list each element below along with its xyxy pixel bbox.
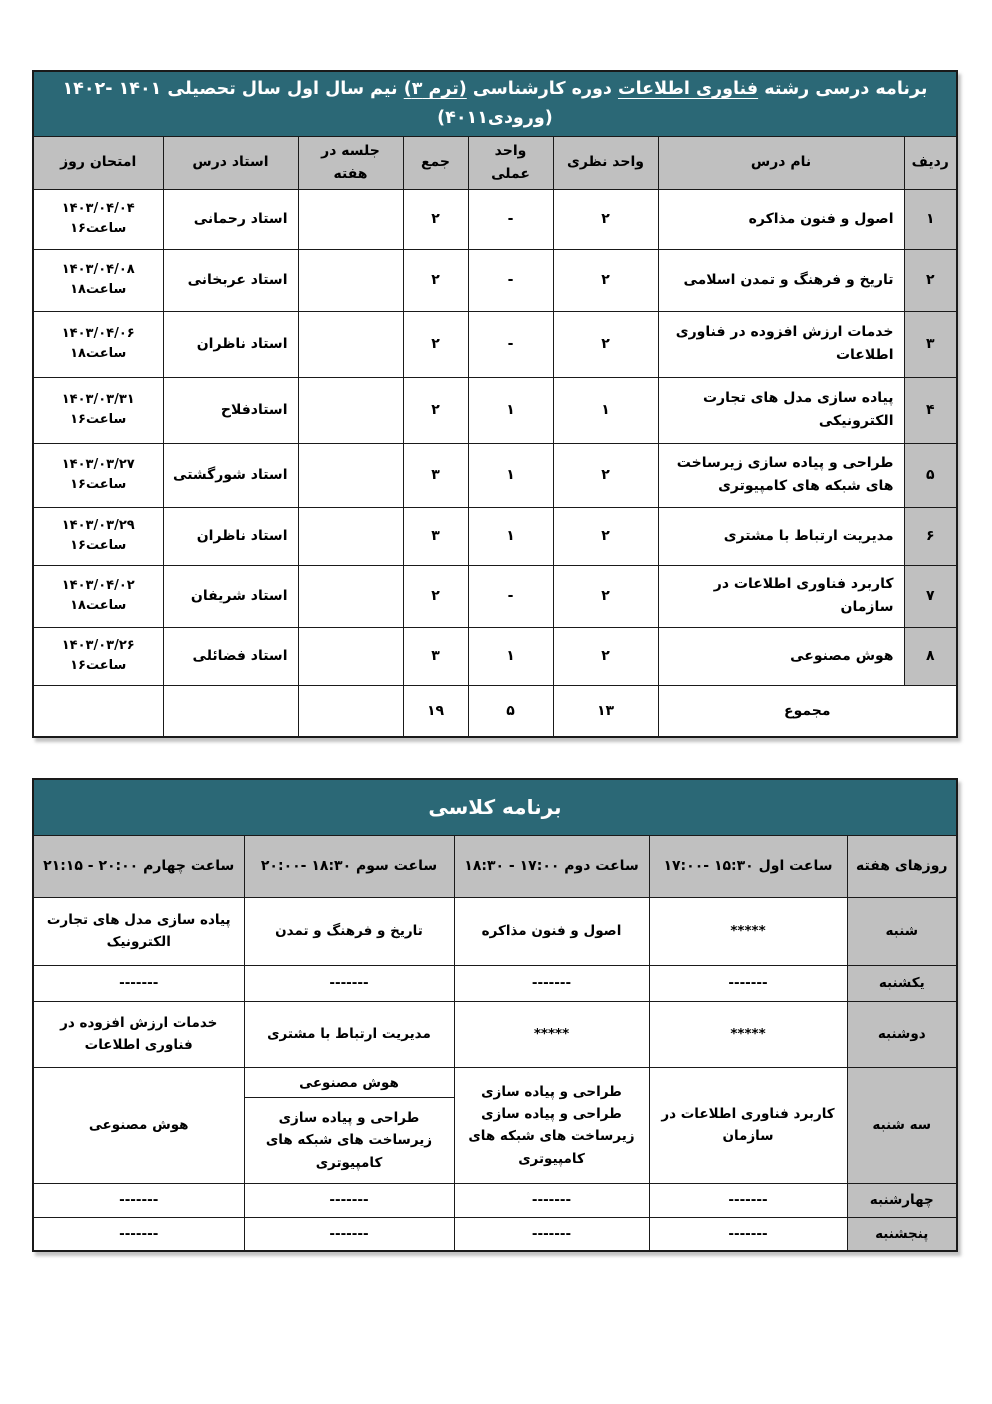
exam-day-cell bbox=[33, 443, 163, 507]
exam-time: ساعت۱۶ bbox=[70, 538, 127, 554]
totals-row bbox=[33, 685, 957, 737]
title-part-1: برنامه درسی رشته bbox=[758, 79, 928, 99]
exam-day-cell bbox=[33, 249, 163, 311]
course-row bbox=[33, 377, 957, 443]
title-major-underlined: فناوری اطلاعات bbox=[617, 79, 759, 99]
col-session-2: ساعت دوم ۱۷:۰۰ - ۱۸:۳۰ bbox=[454, 835, 649, 897]
day-name-cell: شنبه bbox=[847, 897, 957, 965]
session-1-cell: ***** bbox=[649, 1001, 847, 1067]
theory-units-cell: ۱ bbox=[553, 377, 658, 443]
day-row bbox=[33, 965, 957, 1001]
total-units-cell: ۳ bbox=[403, 507, 468, 565]
col-course-name: نام درس bbox=[658, 136, 904, 189]
practical-units-cell: ۱ bbox=[468, 507, 553, 565]
col-session-1: ساعت اول ۱۵:۳۰ -۱۷:۰۰ bbox=[649, 835, 847, 897]
totals-practical-cell: ۵ bbox=[468, 685, 553, 737]
sessions-per-week-cell bbox=[298, 443, 403, 507]
session-2-cell: ***** bbox=[454, 1001, 649, 1067]
session-1-cell: ------- bbox=[649, 1183, 847, 1217]
professor-cell: استاد شورگشتی bbox=[163, 443, 298, 507]
day-name-cell: دوشنبه bbox=[847, 1001, 957, 1067]
exam-day-cell bbox=[33, 377, 163, 443]
sessions-per-week-cell bbox=[298, 565, 403, 627]
session-3-cell: تاریخ و فرهنگ و تمدن bbox=[244, 897, 454, 965]
practical-units-cell: ۱ bbox=[468, 377, 553, 443]
total-units-cell: ۲ bbox=[403, 311, 468, 377]
totals-theory-cell: ۱۳ bbox=[553, 685, 658, 737]
practical-units-cell: - bbox=[468, 311, 553, 377]
session-4-cell: ------- bbox=[33, 1217, 244, 1251]
session-4-cell: ------- bbox=[33, 1183, 244, 1217]
col-row-number: ردیف bbox=[904, 136, 957, 189]
col-theory-units: واحد نظری bbox=[553, 136, 658, 189]
row-number-cell: ۱ bbox=[904, 189, 957, 249]
totals-sessions-cell bbox=[298, 685, 403, 737]
course-name-cell: مدیریت ارتباط با مشتری bbox=[658, 507, 904, 565]
course-row bbox=[33, 443, 957, 507]
exam-date: ۱۴۰۳/۰۴/۰۶ bbox=[61, 326, 135, 342]
session-4-cell: ------- bbox=[33, 965, 244, 1001]
course-name-cell: خدمات ارزش افزوده در فناوری اطلاعات bbox=[658, 311, 904, 377]
row-number-cell: ۶ bbox=[904, 507, 957, 565]
theory-units-cell: ۲ bbox=[553, 627, 658, 685]
professor-cell: استاد رحمانی bbox=[163, 189, 298, 249]
total-units-cell: ۲ bbox=[403, 565, 468, 627]
exam-time: ساعت۱۶ bbox=[70, 221, 127, 237]
course-row bbox=[33, 311, 957, 377]
course-table-title-row bbox=[33, 71, 957, 136]
day-name-cell: یکشنبه bbox=[847, 965, 957, 1001]
session-4-cell: پیاده سازی مدل های تجارت الکترونیک bbox=[33, 897, 244, 965]
exam-day-cell bbox=[33, 627, 163, 685]
professor-cell: استاد فضائلی bbox=[163, 627, 298, 685]
sessions-per-week-cell bbox=[298, 377, 403, 443]
row-number-cell: ۵ bbox=[904, 443, 957, 507]
day-row bbox=[33, 1217, 957, 1251]
total-units-cell: ۲ bbox=[403, 377, 468, 443]
session-3-cell: ------- bbox=[244, 965, 454, 1001]
totals-sum-cell: ۱۹ bbox=[403, 685, 468, 737]
row-number-cell: ۸ bbox=[904, 627, 957, 685]
practical-units-cell: ۱ bbox=[468, 627, 553, 685]
course-row bbox=[33, 249, 957, 311]
session-3-cell: ------- bbox=[244, 1183, 454, 1217]
theory-units-cell: ۲ bbox=[553, 443, 658, 507]
course-name-cell: طراحی و پیاده سازی زیرساخت های شبکه های کامپیوتری bbox=[658, 443, 904, 507]
day-row bbox=[33, 897, 957, 965]
theory-units-cell: ۲ bbox=[553, 311, 658, 377]
totals-professor-cell bbox=[163, 685, 298, 737]
professor-cell: استاد عربخانی bbox=[163, 249, 298, 311]
course-row bbox=[33, 627, 957, 685]
exam-date: ۱۴۰۳/۰۳/۲۹ bbox=[61, 518, 135, 534]
practical-units-cell: - bbox=[468, 189, 553, 249]
session-1-cell: ------- bbox=[649, 965, 847, 1001]
session-2-cell: ------- bbox=[454, 1217, 649, 1251]
sessions-per-week-cell bbox=[298, 249, 403, 311]
col-professor: استاد درس bbox=[163, 136, 298, 189]
exam-day-cell bbox=[33, 507, 163, 565]
course-name-cell: تاریخ و فرهنگ و تمدن اسلامی bbox=[658, 249, 904, 311]
sessions-per-week-cell bbox=[298, 311, 403, 377]
session-3-lower-class: طراحی و پیاده سازی زیرساخت های شبکه های کامپیوتری bbox=[265, 1110, 433, 1171]
session-3-upper-class: هوش مصنوعی bbox=[245, 1068, 454, 1098]
course-name-cell: پیاده سازی مدل های تجارت الکترونیکی bbox=[658, 377, 904, 443]
session-1-cell: کاربرد فناوری اطلاعات در سازمان bbox=[649, 1067, 847, 1183]
session-3-cell: ------- bbox=[244, 1217, 454, 1251]
col-sessions-per-week: جلسه در هفته bbox=[298, 136, 403, 189]
course-name-cell: اصول و فنون مذاکره bbox=[658, 189, 904, 249]
exam-time: ساعت۱۸ bbox=[70, 282, 127, 298]
exam-date: ۱۴۰۳/۰۴/۰۸ bbox=[61, 262, 135, 278]
course-list-table bbox=[32, 70, 958, 738]
row-number-cell: ۲ bbox=[904, 249, 957, 311]
exam-date: ۱۴۰۳/۰۳/۲۷ bbox=[61, 457, 135, 473]
professor-cell: استاد شریفان bbox=[163, 565, 298, 627]
col-week-days: روزهای هفته bbox=[847, 835, 957, 897]
session-1-cell: ***** bbox=[649, 897, 847, 965]
course-name-cell: هوش مصنوعی bbox=[658, 627, 904, 685]
class-schedule-table bbox=[32, 778, 958, 1252]
theory-units-cell: ۲ bbox=[553, 189, 658, 249]
day-row bbox=[33, 1183, 957, 1217]
class-schedule-title: برنامه کلاسی bbox=[33, 779, 957, 835]
practical-units-cell: - bbox=[468, 249, 553, 311]
exam-day-cell bbox=[33, 311, 163, 377]
course-row bbox=[33, 189, 957, 249]
session-2-cell: ------- bbox=[454, 1183, 649, 1217]
exam-time: ساعت۱۸ bbox=[70, 598, 127, 614]
row-number-cell: ۴ bbox=[904, 377, 957, 443]
exam-time: ساعت۱۶ bbox=[70, 658, 127, 674]
course-name-cell: کاربرد فناوری اطلاعات در سازمان bbox=[658, 565, 904, 627]
total-units-cell: ۲ bbox=[403, 189, 468, 249]
class-schedule-header-row bbox=[33, 835, 957, 897]
row-number-cell: ۷ bbox=[904, 565, 957, 627]
practical-units-cell: ۱ bbox=[468, 443, 553, 507]
session-4-cell: خدمات ارزش افزوده در فناوری اطلاعات bbox=[33, 1001, 244, 1067]
professor-cell: استاد ناظران bbox=[163, 507, 298, 565]
day-row bbox=[33, 1067, 957, 1183]
exam-date: ۱۴۰۳/۰۳/۲۶ bbox=[61, 638, 135, 654]
theory-units-cell: ۲ bbox=[553, 249, 658, 311]
day-row bbox=[33, 1001, 957, 1067]
exam-time: ساعت۱۶ bbox=[70, 477, 127, 493]
totals-label-cell: مجموع bbox=[658, 685, 957, 737]
sessions-per-week-cell bbox=[298, 189, 403, 249]
title-part-2: دوره کارشناسی bbox=[466, 79, 618, 99]
total-units-cell: ۲ bbox=[403, 249, 468, 311]
exam-date: ۱۴۰۳/۰۴/۰۴ bbox=[61, 201, 135, 217]
session-3-cell: مدیریت ارتباط با مشتری bbox=[244, 1001, 454, 1067]
totals-exam-cell bbox=[33, 685, 163, 737]
title-part-3: نیم سال اول سال تحصیلی ۱۴۰۱ -۱۴۰۲ (ورودی۴۰۱۱) bbox=[62, 79, 553, 128]
col-session-4: ساعت چهارم ۲۰:۰۰ - ۲۱:۱۵ bbox=[33, 835, 244, 897]
day-name-cell: پنجشنبه bbox=[847, 1217, 957, 1251]
course-table-title bbox=[33, 71, 957, 136]
total-units-cell: ۳ bbox=[403, 627, 468, 685]
col-session-3: ساعت سوم ۱۸:۳۰ -۲۰:۰۰ bbox=[244, 835, 454, 897]
session-2-cell: اصول و فنون مذاکره bbox=[454, 897, 649, 965]
session-3-split-cell bbox=[244, 1067, 454, 1183]
class-schedule-title-row bbox=[33, 779, 957, 835]
professor-cell: استادفلاح bbox=[163, 377, 298, 443]
exam-time: ساعت۱۸ bbox=[70, 346, 127, 362]
sessions-per-week-cell bbox=[298, 507, 403, 565]
course-table-header-row bbox=[33, 136, 957, 189]
row-number-cell: ۳ bbox=[904, 311, 957, 377]
session-2-cell: طراحی و پیاده سازی طراحی و پیاده سازی زیرساخت های شبکه های کامپیوتری bbox=[454, 1067, 649, 1183]
exam-date: ۱۴۰۳/۰۳/۳۱ bbox=[61, 392, 135, 408]
theory-units-cell: ۲ bbox=[553, 507, 658, 565]
session-2-cell: ------- bbox=[454, 965, 649, 1001]
practical-units-cell: - bbox=[468, 565, 553, 627]
course-row bbox=[33, 565, 957, 627]
professor-cell: استاد ناظران bbox=[163, 311, 298, 377]
session-4-cell: هوش مصنوعی bbox=[33, 1067, 244, 1183]
exam-time: ساعت۱۶ bbox=[70, 412, 127, 428]
col-total-units: جمع bbox=[403, 136, 468, 189]
exam-day-cell bbox=[33, 189, 163, 249]
sessions-per-week-cell bbox=[298, 627, 403, 685]
theory-units-cell: ۲ bbox=[553, 565, 658, 627]
day-name-cell: سه شنبه bbox=[847, 1067, 957, 1183]
exam-day-cell bbox=[33, 565, 163, 627]
col-exam-day: امتحان روز bbox=[33, 136, 163, 189]
title-term-underlined: (ترم ۳) bbox=[403, 79, 467, 99]
exam-date: ۱۴۰۳/۰۴/۰۲ bbox=[61, 578, 135, 594]
session-1-cell: ------- bbox=[649, 1217, 847, 1251]
day-name-cell: چهارشنبه bbox=[847, 1183, 957, 1217]
col-practical-units: واحد عملی bbox=[468, 136, 553, 189]
total-units-cell: ۳ bbox=[403, 443, 468, 507]
course-row bbox=[33, 507, 957, 565]
